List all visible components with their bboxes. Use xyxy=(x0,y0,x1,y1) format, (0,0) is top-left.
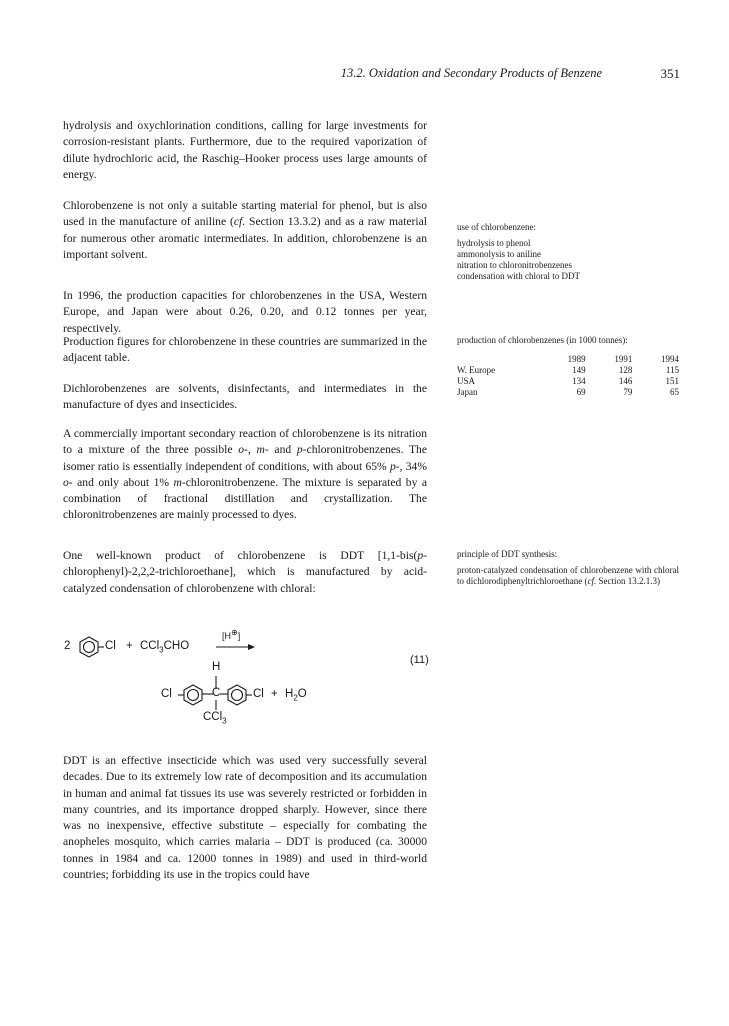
table-cell: 146 xyxy=(618,376,633,386)
paragraph-hock-process: hydrolysis and oxychlorination conditions, calling for large investments for corrosion-resistant plants. Furthermore, due to the required vaporization of dilute hydrochloric acid, the Raschig–Hooker process uses large amounts of energy. xyxy=(63,119,427,181)
chlorine-label-right: Cl xyxy=(253,688,264,700)
benzene-ring-reactant xyxy=(80,637,98,657)
paragraph-chlorobenzene-uses: Chlorobenzene is not only a suitable starting material for phenol, but is also used in the manufacture of aniline (cf. Section 13.3.2) and as a raw material for numerous other aromatic intermediates. In addition, chlorobenzene is an important solvent. xyxy=(63,199,428,261)
paragraph-ddt-usage: DDT is an effective insecticide which was used very successfully several decades. Due to its extremely low rate of decomposition and its accumulation in human and animal fat tissues its use was severely restricted or forbidden in many countries, and its importance dropped sharply. However, since there was no inexpensive, effective substitute – especially for combating the anopheles mosquito, which carries malaria – DDT is produced (ca. 30000 tonnes in 1984 and ca. 12000 tonnes in 1989) and used in third-world countries; forbidding its use in the tropics could have xyxy=(63,754,427,882)
table-cell: 65 xyxy=(670,387,679,397)
table-row xyxy=(457,365,679,376)
paragraph-capacities: In 1996, the production capacities for chlorobenzenes in the USA, Western Europe, and Japan were about 0.26, 0.20, and 0.12 tonnes per year, respectively. xyxy=(63,289,427,335)
table-cell: 151 xyxy=(665,376,679,386)
table-cell: 79 xyxy=(623,387,633,397)
coefficient: 2 xyxy=(64,640,71,652)
table-cell: 69 xyxy=(576,387,586,397)
list-item: hydrolysis to phenol xyxy=(457,238,531,248)
table-cell-country: Japan xyxy=(457,387,478,397)
margin-note-ddt xyxy=(457,549,679,587)
water-formula: $H_2O$ xyxy=(285,688,307,703)
margin-note-uses xyxy=(457,222,679,282)
paragraph-nitration: A commercially important secondary reaction of chlorobenzene is its nitration to a mixture of the three possible o-, m- and p-chloronitrobenzenes. The isomer ratio is essentially independent of conditions, with about 65% p-, 34% o- and only about 1% m-chloronitrobenzene. The mixture is separated by a combination of fractional distillation and crystallization. The chloronitrobenzenes are mainly processed to dyes. xyxy=(63,427,427,522)
hydrogen-label: H xyxy=(212,661,221,673)
list-item: nitration to chloronitrobenzenes xyxy=(457,260,572,270)
paragraph-ddt-intro: One well-known product of chlorobenzene is DDT [1,1-bis(p-chlorophenyl)-2,2,2-trichloroethane], which is manufactured by acid-catalyzed condensation of chlorobenzene with chloral: xyxy=(63,549,427,595)
list-item: ammonolysis to aniline xyxy=(457,249,541,259)
table-cell-country: W. Europe xyxy=(457,365,496,375)
margin-note-production xyxy=(457,335,679,398)
table-cell-country: USA xyxy=(457,376,476,386)
paragraph-production-figures: Production figures for chlorobenzene in these countries are summarized in the adjacent table. xyxy=(63,335,427,365)
trichloromethyl-group: CCl$_3$ xyxy=(203,711,227,726)
list-item: condensation with chloral to DDT xyxy=(457,271,580,281)
table-row xyxy=(457,387,679,398)
production-table xyxy=(457,354,679,398)
table-cell: 149 xyxy=(572,365,586,375)
column-header: 1994 xyxy=(661,354,679,364)
reaction-structures xyxy=(60,620,440,730)
margin-note-heading: use of chlorobenzene: xyxy=(457,222,536,232)
running-header xyxy=(60,66,680,86)
benzene-ring-left xyxy=(184,685,202,705)
chlorine-label: Cl xyxy=(105,640,116,652)
margin-note-heading: production of chlorobenzenes (in 1000 tonnes): xyxy=(457,335,628,345)
table-cell: 134 xyxy=(572,376,586,386)
column-header: 1991 xyxy=(614,354,633,364)
benzene-ring-right xyxy=(228,685,246,705)
equation-number: (11) xyxy=(410,654,429,666)
table-header-row xyxy=(457,354,679,365)
chloral-formula: CCl$_3$CHO xyxy=(140,640,190,655)
margin-note-heading: principle of DDT synthesis: xyxy=(457,549,558,559)
table-row xyxy=(457,376,679,387)
catalyst-label: [H⊕] xyxy=(222,628,241,641)
page-number: 351 xyxy=(660,66,680,81)
chlorine-label-left: Cl xyxy=(161,688,172,700)
plus-sign: + xyxy=(126,640,133,652)
table-cell: 115 xyxy=(665,365,679,375)
central-carbon: C xyxy=(212,687,221,699)
table-cell: 128 xyxy=(618,365,633,375)
plus-sign-product: + xyxy=(271,688,278,700)
margin-note-body: proton-catalyzed condensation of chlorobenzene with chloral to dichlorodiphenyltrichloroethane (cf. Section 13.2.1.3) xyxy=(457,565,679,586)
paragraph-dichlorobenzenes: Dichlorobenzenes are solvents, disinfectants, and intermediates in the manufacture of dyes and insecticides. xyxy=(63,382,427,412)
column-header: 1989 xyxy=(567,354,586,364)
ddt-reaction-scheme xyxy=(60,620,440,730)
chapter-title: 13.2. Oxidation and Secondary Products of Benzene xyxy=(340,66,602,80)
